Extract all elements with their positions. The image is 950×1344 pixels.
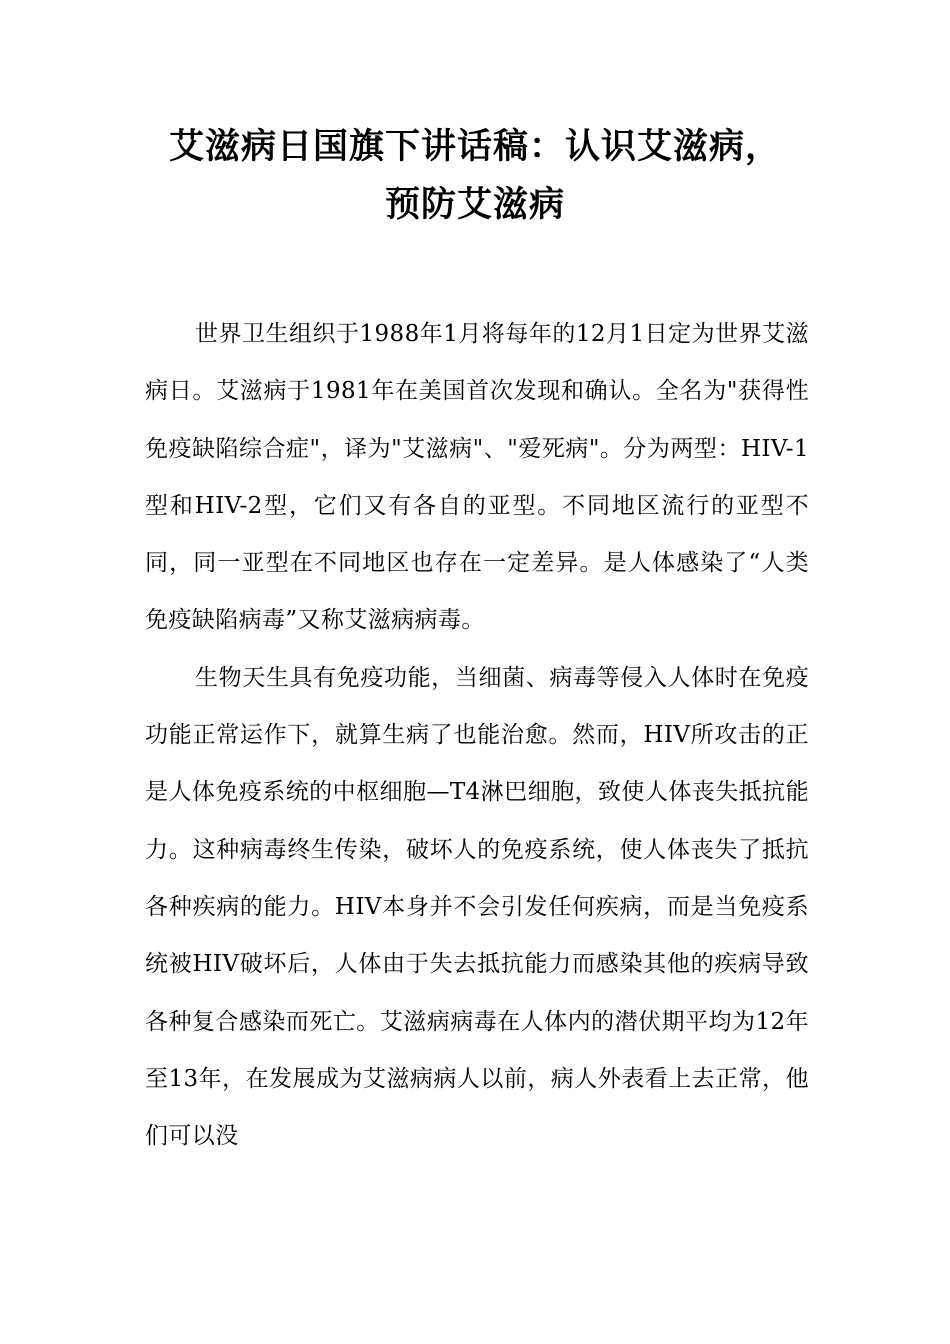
title-line-2: 预防艾滋病 (384, 185, 565, 225)
paragraph-2: 生物天生具有免疫功能，当细菌、病毒等侵入人体时在免疫功能正常运作下，就算生病了也能治愈。然而，HIV所攻击的正是人体免疫系统的中枢细胞—T4淋巴细胞，致使人体丧失抵抗能力。这种病毒终生传染，破坏人的免疫系统，使人体丧失了抵抗各种疾病的能力。HIV本身并不会引发任何疾病，而是当免疫系统被HIV破坏后，人体由于失去抵抗能力而感染其他的疾病导致各种复合感染而死亡。艾滋病病毒在人体内的潜伏期平均为12年至13年，在发展成为艾滋病病人以前，病人外表看上去正常，他们可以没 (145, 664, 809, 1150)
document-title (140, 118, 810, 234)
document-body (145, 306, 809, 1165)
paragraph-1: 世界卫生组织于1988年1月将每年的12月1日定为世界艾滋病日。艾滋病于1981年在美国首次发现和确认。全名为"获得性免疫缺陷综合症"，译为"艾滋病"、"爱死病"。分为两型：HIV-1型和HIV-2型，它们又有各自的亚型。不同地区流行的亚型不同，同一亚型在不同地区也存在一定差异。是人体感染了“人类免疫缺陷病毒”又称艾滋病病毒。 (145, 321, 809, 634)
title-line-1: 艾滋病日国旗下讲话稿：认识艾滋病， (168, 127, 781, 167)
